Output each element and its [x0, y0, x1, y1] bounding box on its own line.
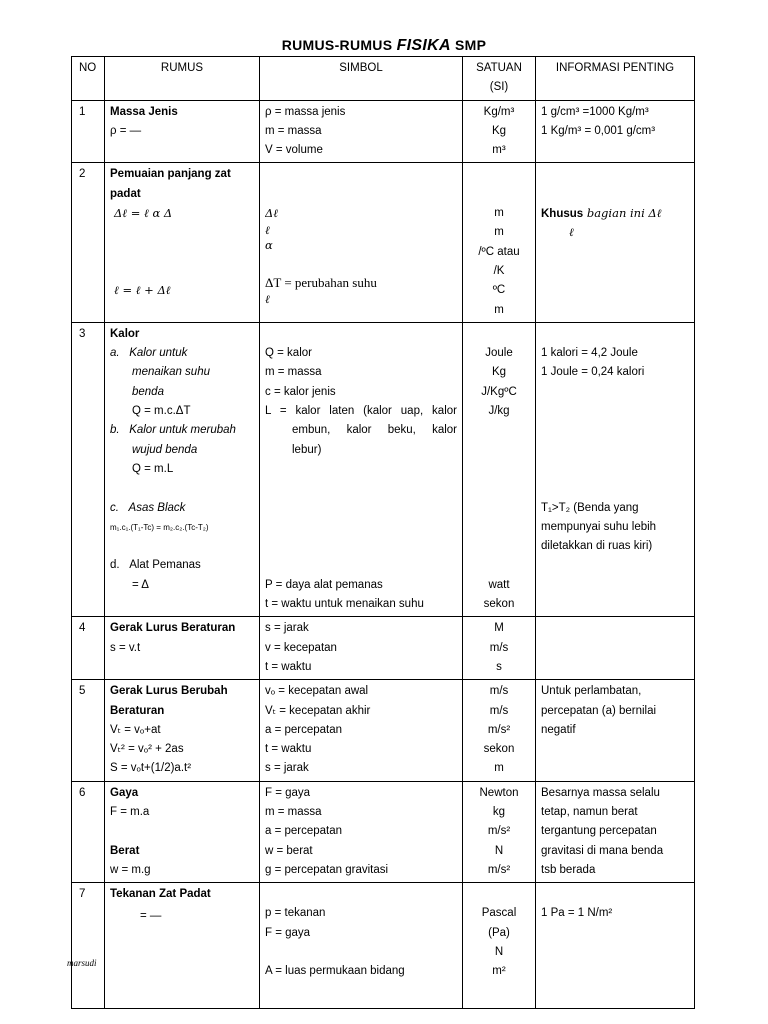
cell-line: 1 Kg/m³ = 0,001 g/cm³	[541, 124, 656, 137]
cell-line: INFORMASI PENTING	[555, 62, 675, 74]
cell-line	[541, 204, 689, 223]
cell-line: tergantung percepatan	[541, 825, 657, 838]
cell-line: J/kg	[488, 405, 510, 418]
cell-line: lebur)	[292, 443, 322, 456]
info-cell	[536, 322, 695, 616]
cell-line: mempunyai suhu lebih	[541, 520, 657, 533]
cell-line: m³	[492, 144, 506, 157]
blank-line	[265, 460, 457, 479]
cell-line: a = percepatan	[265, 723, 343, 736]
cell-line: s = jarak	[265, 762, 309, 775]
cell-line: Q = kalor	[265, 347, 312, 360]
blank-line	[468, 441, 530, 460]
cell-line: 2	[79, 168, 86, 181]
cell-line: (SI)	[489, 81, 509, 94]
cell-line: m = massa	[265, 124, 322, 137]
cell-line: F = gaya	[265, 786, 311, 799]
cell-line: 1 Pa = 1 N/m²	[541, 907, 613, 920]
cell-line: w = berat	[265, 844, 313, 857]
blank-line	[110, 986, 254, 1005]
cell-line: m = massa	[265, 366, 322, 379]
item-c-text: Asas Black	[128, 501, 186, 514]
blank-line	[468, 325, 530, 344]
formula-table	[71, 56, 695, 1009]
cell-line: tetap, namun berat	[541, 805, 638, 818]
blank-line	[468, 421, 530, 440]
satuan-cell	[463, 322, 536, 616]
cell-line: Kg	[491, 366, 507, 379]
cell-line: ρ = massa jenis	[265, 105, 346, 118]
cell-line: Gerak Lurus Beraturan	[110, 622, 236, 635]
cell-line: c = kalor jenis	[265, 385, 336, 398]
cell-line: ºC	[492, 284, 506, 297]
cell-line: s = jarak	[265, 622, 309, 635]
cell-line	[110, 344, 254, 363]
cell-line: Pascal	[481, 907, 517, 920]
cell-line: F = m.a	[110, 805, 150, 818]
blank-line	[468, 537, 530, 556]
info-cell	[536, 163, 695, 322]
cell-line: SIMBOL	[339, 62, 383, 74]
blank-line	[468, 556, 530, 575]
blank-line	[110, 948, 254, 967]
title-part-1: RUMUS-RUMUS	[281, 37, 397, 53]
blank-line	[110, 301, 254, 320]
cell-line: watt	[488, 578, 510, 591]
cell-line: m/s	[489, 685, 509, 698]
cell-line: J/KgºC	[481, 385, 517, 398]
cell-line: tsb berada	[541, 863, 596, 876]
blank-line	[110, 822, 254, 841]
cell-line: 1 Joule = 0,24 kalori	[541, 366, 645, 379]
cell-line: N	[494, 946, 504, 959]
cell-line: sekon	[483, 743, 515, 756]
cell-line: Kg	[491, 124, 507, 137]
cell-line	[110, 421, 254, 440]
cell-line: wujud benda	[132, 443, 198, 456]
cell-line: N	[494, 844, 504, 857]
cell-line: 1 kalori = 4,2 Joule	[541, 347, 638, 360]
cell-line: m/s	[489, 641, 509, 654]
blank-line	[541, 402, 689, 421]
blank-line	[541, 441, 689, 460]
cell-line: v = kecepatan	[265, 641, 337, 654]
cell-line: Besarnya massa selalu	[541, 786, 660, 799]
item-d: d.	[110, 559, 120, 572]
cell-line: m	[494, 762, 504, 775]
cell-line: ℓ	[569, 225, 574, 240]
cell-line: /ºC atau	[478, 245, 520, 258]
blank-line	[265, 253, 457, 272]
info-cell	[536, 617, 695, 680]
cell-line: Massa Jenis	[110, 105, 178, 118]
cell-line: Joule	[485, 347, 513, 360]
satuan-cell	[463, 781, 536, 882]
cell-line: 6	[79, 786, 86, 799]
cell-line: L = kalor laten (kalor uap, kalor	[265, 405, 457, 418]
cell-line: g = percepatan gravitasi	[265, 863, 389, 876]
blank-line	[468, 885, 530, 904]
blank-line	[541, 185, 689, 204]
cell-line: V = volume	[265, 144, 323, 157]
blank-line	[110, 658, 254, 677]
cell-line: 1	[79, 105, 86, 118]
cell-line: Gaya	[110, 786, 139, 799]
cell-line: m₁.c₁.(T₁-Tc) = m₂.c₂.(Tc-T₂)	[110, 522, 209, 532]
cell-line: Q = m.L	[132, 462, 174, 475]
blank-line	[468, 460, 530, 479]
cell-line: p = tekanan	[265, 907, 326, 920]
satuan-cell	[463, 100, 536, 163]
cell-line: M	[494, 622, 504, 635]
rumus-cell	[105, 322, 260, 616]
blank-line	[468, 518, 530, 537]
satuan-cell	[463, 883, 536, 1008]
cell-line: Δℓ = ℓ α Δ	[114, 206, 173, 221]
row-number	[72, 883, 105, 1008]
blank-line	[265, 518, 457, 537]
cell-line: α	[265, 238, 273, 253]
blank-line	[265, 185, 457, 204]
cell-line: F = gaya	[265, 926, 311, 939]
info-cell	[536, 781, 695, 882]
item-a: a.	[110, 347, 120, 360]
simbol-cell	[260, 781, 463, 882]
blank-line	[541, 165, 689, 184]
item-c: c.	[110, 501, 119, 514]
cell-line: gravitasi di mana benda	[541, 844, 664, 857]
cell-line: Kg/m³	[483, 105, 515, 118]
header-satuan	[463, 57, 536, 101]
item-b-text: Kalor untuk merubah	[129, 424, 236, 437]
row-number	[72, 617, 105, 680]
rumus-cell	[105, 100, 260, 163]
cell-line: vₒ = kecepatan awal	[265, 685, 369, 698]
cell-line: negatif	[541, 723, 576, 736]
cell-line: Gerak Lurus Berubah	[110, 685, 228, 698]
header-simbol	[260, 57, 463, 101]
cell-line: Δℓ	[265, 206, 279, 221]
blank-line	[468, 165, 530, 184]
cell-line: m	[494, 303, 504, 316]
header-rumus	[105, 57, 260, 101]
info-cell	[536, 883, 695, 1008]
blank-line	[468, 499, 530, 518]
blank-line	[265, 499, 457, 518]
blank-line	[265, 479, 457, 498]
blank-line	[468, 479, 530, 498]
cell-line: sekon	[483, 598, 515, 611]
cell-line: m/s²	[487, 723, 511, 736]
blank-line	[541, 383, 689, 402]
blank-line	[541, 479, 689, 498]
cell-line: Tekanan Zat Padat	[110, 888, 211, 901]
footer-signature: marsudi	[67, 958, 97, 968]
cell-line: ℓ	[265, 223, 270, 238]
cell-line: 1 g/cm³ =1000 Kg/m³	[541, 105, 649, 118]
table-row	[72, 883, 695, 1008]
cell-line: (Pa)	[488, 926, 510, 939]
simbol-cell	[260, 883, 463, 1008]
cell-line: ℓ = ℓ + Δℓ	[114, 283, 171, 298]
cell-line: a = percepatan	[265, 825, 343, 838]
cell-line: m/s²	[487, 825, 511, 838]
cell-line: = Δ	[132, 578, 149, 591]
cell-line: RUMUS	[160, 62, 204, 74]
info-khusus: Khusus	[541, 208, 584, 221]
blank-line	[110, 967, 254, 986]
info-cell	[536, 680, 695, 781]
blank-line	[265, 943, 457, 962]
cell-line: t = waktu untuk menaikan suhu	[265, 598, 424, 611]
cell-line: NO	[79, 62, 97, 74]
cell-line: /K	[493, 264, 505, 277]
cell-line: Vₜ² = vₒ² + 2as	[110, 743, 184, 756]
blank-line	[265, 885, 457, 904]
cell-line: m	[494, 226, 504, 239]
cell-line: m/s²	[487, 863, 511, 876]
blank-line	[541, 460, 689, 479]
blank-line	[265, 556, 457, 575]
cell-line: ΔT = perubahan suhu	[265, 274, 377, 290]
cell-line: m²	[492, 965, 506, 978]
blank-line	[265, 325, 457, 344]
cell-line: Beraturan	[110, 704, 165, 717]
satuan-cell	[463, 617, 536, 680]
info-bagian: bagian ini Δℓ	[583, 206, 662, 221]
simbol-cell	[260, 322, 463, 616]
rumus-cell	[105, 883, 260, 1008]
cell-line	[110, 499, 254, 518]
cell-line: = —	[140, 910, 162, 923]
header-row	[72, 57, 695, 101]
cell-line: Newton	[479, 786, 519, 799]
simbol-cell	[260, 617, 463, 680]
cell-line: s	[496, 660, 502, 673]
cell-line: padat	[110, 187, 141, 200]
cell-line: S = vₒt+(1/2)a.t²	[110, 762, 192, 775]
satuan-cell	[463, 680, 536, 781]
cell-line: 4	[79, 622, 86, 635]
blank-line	[110, 537, 254, 556]
table-row	[72, 617, 695, 680]
row-number	[72, 680, 105, 781]
cell-line: 5	[79, 685, 86, 698]
cell-line: ρ = —	[110, 124, 142, 137]
blank-line	[110, 928, 254, 947]
cell-line: diletakkan di ruas kiri)	[541, 540, 653, 553]
cell-line: benda	[132, 385, 164, 398]
cell-line: Pemuaian panjang zat	[110, 168, 231, 181]
cell-line: Vₜ = kecepatan akhir	[265, 704, 371, 717]
table-row	[72, 100, 695, 163]
item-a-text: Kalor untuk	[129, 347, 188, 360]
cell-line: m = massa	[265, 805, 322, 818]
blank-line	[110, 479, 254, 498]
cell-line: SATUAN	[476, 62, 522, 74]
blank-line	[110, 243, 254, 262]
simbol-cell	[260, 680, 463, 781]
rumus-cell	[105, 781, 260, 882]
table-row	[72, 322, 695, 616]
cell-line: kg	[492, 805, 506, 818]
cell-line: embun, kalor beku, kalor	[292, 424, 457, 437]
cell-line: t = waktu	[265, 660, 312, 673]
blank-line	[541, 885, 689, 904]
cell-line	[110, 556, 254, 575]
title-part-2: FISIKA	[396, 37, 451, 54]
cell-line: T₁>T₂ (Benda yang	[541, 501, 639, 514]
cell-line: 3	[79, 327, 86, 340]
table-row	[72, 163, 695, 322]
cell-line: Berat	[110, 844, 140, 857]
item-d-text: Alat Pemanas	[129, 559, 201, 572]
cell-line: 7	[79, 888, 86, 901]
cell-line: A = luas permukaan bidang	[265, 965, 405, 978]
table-row	[72, 680, 695, 781]
cell-line: percepatan (a) bernilai	[541, 704, 657, 717]
title-part-3: SMP	[450, 37, 487, 53]
satuan-cell	[463, 163, 536, 322]
row-number	[72, 781, 105, 882]
row-number	[72, 322, 105, 616]
rumus-cell	[105, 163, 260, 322]
rumus-cell	[105, 680, 260, 781]
simbol-cell	[260, 163, 463, 322]
cell-line: Kalor	[110, 327, 140, 340]
header-no	[72, 57, 105, 101]
blank-line	[468, 185, 530, 204]
table-row	[72, 781, 695, 882]
cell-line: P = daya alat pemanas	[265, 578, 383, 591]
blank-line	[541, 421, 689, 440]
row-number	[72, 100, 105, 163]
cell-line: Q = m.c.ΔT	[132, 405, 191, 418]
blank-line	[110, 223, 254, 242]
cell-line: Untuk perlambatan,	[541, 685, 642, 698]
cell-line: menaikan suhu	[132, 366, 210, 379]
row-number	[72, 163, 105, 322]
cell-line: t = waktu	[265, 743, 312, 756]
item-b: b.	[110, 424, 120, 437]
cell-line: w = m.g	[110, 863, 151, 876]
cell-line: s = v.t	[110, 641, 141, 654]
header-info	[536, 57, 695, 101]
rumus-cell	[105, 617, 260, 680]
cell-line: ℓ	[265, 291, 270, 306]
cell-line: m/s	[489, 704, 509, 717]
blank-line	[265, 165, 457, 184]
document-title	[0, 37, 768, 55]
simbol-cell	[260, 100, 463, 163]
cell-line: m	[494, 207, 504, 220]
cell-line: Vₜ = vₒ+at	[110, 723, 161, 736]
blank-line	[110, 262, 254, 281]
info-cell	[536, 100, 695, 163]
blank-line	[541, 325, 689, 344]
blank-line	[265, 537, 457, 556]
